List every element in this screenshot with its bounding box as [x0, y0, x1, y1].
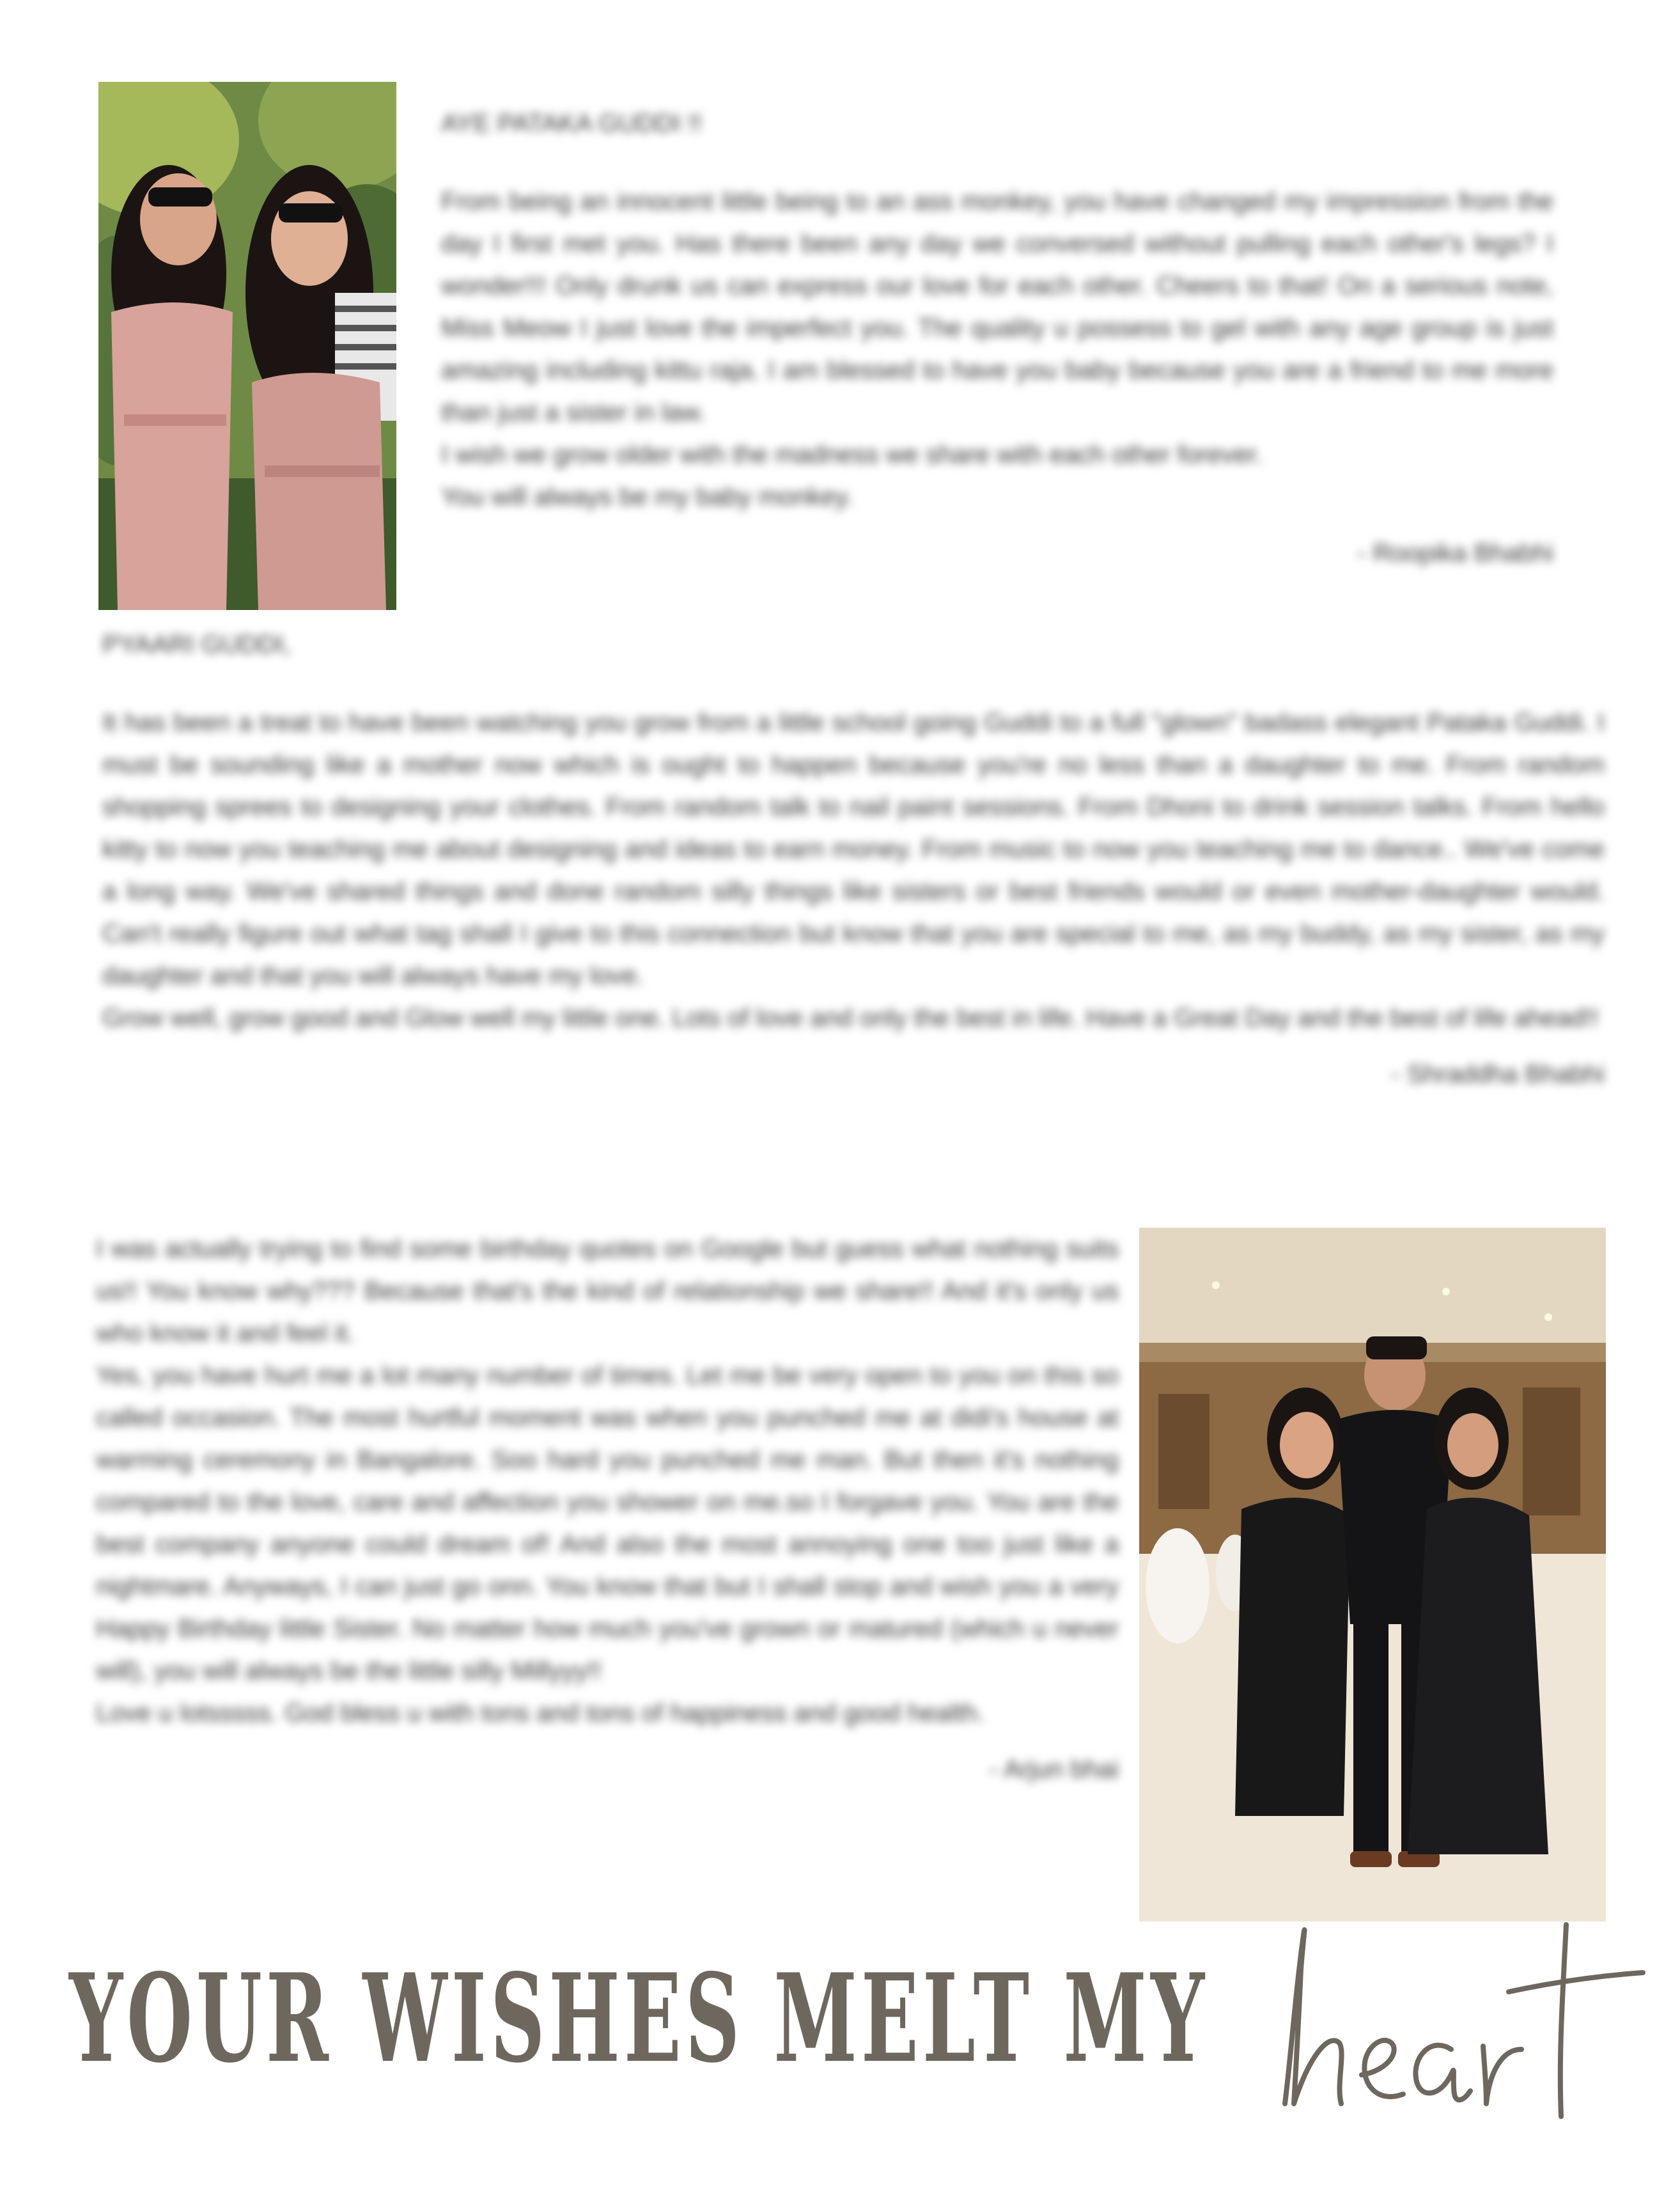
- letter-greeting: PYAARI GUDDI,: [102, 630, 291, 659]
- letter-roopika: [441, 102, 1553, 574]
- letter-shraddha: [102, 623, 1605, 1095]
- letter-paragraph: Yes, you have hurt me a lot many number of times. Let me be very open to you on this so called occasion. The most hurtful moment was when you punched me at didi's house at warming ceremony in Bangalore. Soo hard you punched me man. But then it's nothing compared to the love, care and affection you shower on me.so I forgave you. You are the best company anyone could dream of! And also the most annoying one too just like a nightmare. Anyways, I can just go onn. You know that but I shall stop and wish you a very Happy Birthday little Sister. No matter how much you've grown or matured (which u never will), you will always be the little silly Millyyy!!: [96, 1361, 1119, 1685]
- page-headline: YOUR WISHES MELT MY: [69, 1947, 1209, 2090]
- letter-paragraph: It has been a treat to have been watching you grow from a little school going Guddi to a full "glown" badass elegant Pataka Guddi. I must be sounding like a mother now which is ought to happen because you're no less than a daughter to me. From random shopping sprees to designing your clothes. From random talk to nail paint sessions. From Dhoni to drink session talks. From hello kitty to now you teaching me about designing and ideas to earn money. From music to now you teaching me to dance.. We've come a long way. We've shared things and done random silly things like sisters or best friends would or even mother-daughter would. Can't really figure out what tag shall I give to this connection but know that you are special to me, as my buddy, as my sister, as my daughter and that you will always have my love.: [102, 708, 1605, 990]
- letter-signature: - Roopika Bhabhi: [1357, 539, 1553, 567]
- photo-two-women-garden: [98, 82, 396, 610]
- letter-paragraph: I wish we grow older with the madness we share with each other forever.: [441, 441, 1263, 469]
- letter-paragraph: From being an innocent little being to an ass monkey, you have changed my impression from the day I first met you. Has there been any day we conversed without pulling each other's legs? I wonder!!! Only drunk us can express our love for each other. Cheers to that! On a serious note, Miss Meow I just love the imperfect you. The quality u possess to gel with any age group is just amazing including kittu raja. I am blessed to have you baby because you are a friend to me more than just a sister in law.: [441, 187, 1553, 426]
- letter-arjun: [96, 1228, 1119, 1790]
- letter-signature: - Shraddha Bhabhi: [1391, 1060, 1605, 1088]
- photo-three-people-banquet-hall: [1139, 1228, 1606, 1921]
- letter-paragraph: I was actually trying to find some birthday quotes on Google but guess what nothing suits us!! You know why??? Because that's the kind of relationship we share!! And it's only us who know it and feel it.: [96, 1235, 1119, 1347]
- letter-greeting: AYE PATAKA GUDDI !!: [441, 109, 703, 137]
- heart-script-word: [1266, 1912, 1649, 2123]
- letter-paragraph: Love u lotsssss. God bless u with tons and tons of happiness and good health.: [96, 1699, 984, 1727]
- letter-signature: - Arjun bhai: [989, 1755, 1119, 1783]
- letter-paragraph: Grow well, grow good and Glow well my little one. Lots of love and only the best in life. Have a Great Day and the best of life ahead!!: [102, 1004, 1599, 1032]
- letter-paragraph: You will always be my baby monkey.: [441, 483, 853, 511]
